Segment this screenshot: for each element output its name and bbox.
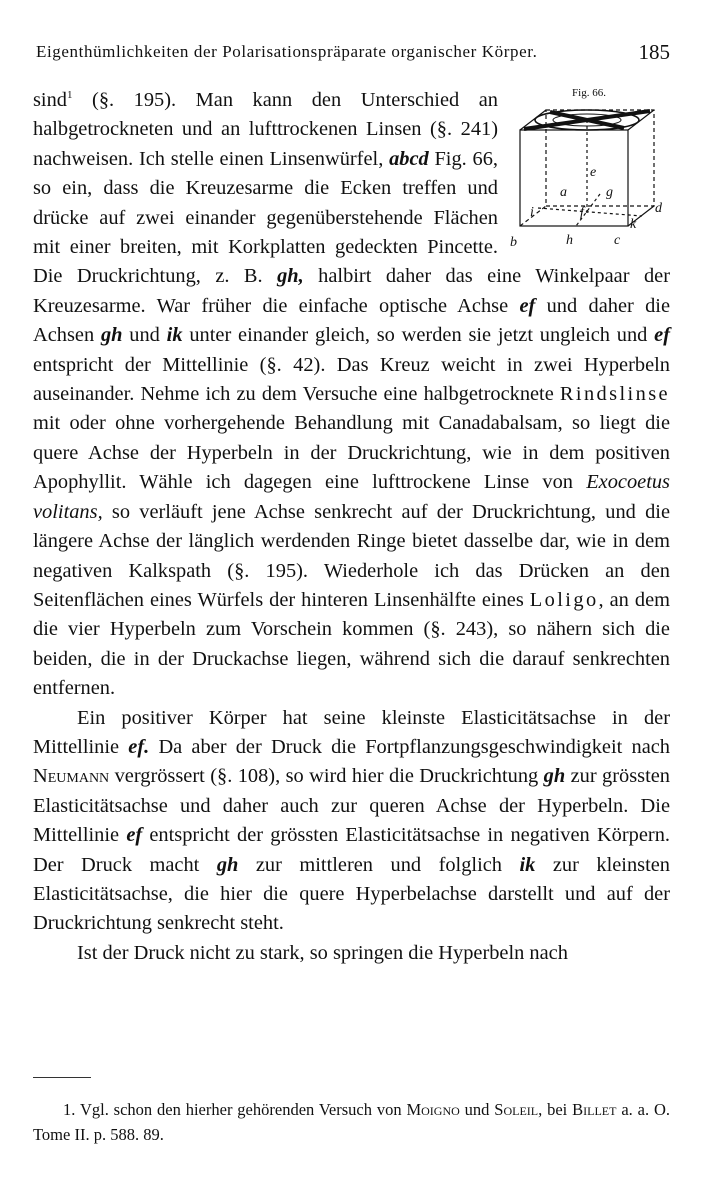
- emphasis-text: gh,: [277, 265, 304, 288]
- emphasis-text: Exocoetus volitans,: [33, 471, 670, 523]
- text-run: zur kleinsten Elasticitätsachse, die hier die quere Hyperbelachse darstellt und auf der Druckrichtung senkrecht steht.: [33, 853, 670, 935]
- emphasis-text: gh: [100, 324, 123, 347]
- label-d: d: [655, 201, 662, 216]
- text-run: , bei: [538, 1100, 573, 1119]
- text-run: sind: [33, 89, 67, 111]
- paragraph: [33, 704, 670, 939]
- text-run: a. a. O. Tome II. p. 588. 89.: [33, 1100, 670, 1144]
- label-a: a: [560, 185, 567, 200]
- text-run: entspricht der Mittellinie (§. 42). Das Kreuz weicht in zwei Hyperbeln auseinander. Nehme ich zu dem Versuche eine halbgetrocknete: [33, 353, 670, 406]
- label-i: i: [530, 205, 534, 220]
- label-h: h: [566, 233, 573, 248]
- text-run: halbirt daher das eine Winkelpaar der Kreuzesarme. War früher die einfache optische Achse: [33, 265, 670, 317]
- text-run: zur grössten Elasticitätsachse und daher auch zur queren Achse der Hyperbeln. Die Mittellinie: [33, 765, 670, 847]
- emphasis-text: ik: [166, 324, 183, 347]
- emphasis-text: ef: [519, 294, 536, 317]
- label-c: c: [614, 233, 621, 248]
- emphasis-text: Billet: [572, 1100, 617, 1119]
- page-number: 185: [638, 40, 670, 64]
- label-k: k: [630, 217, 637, 232]
- emphasis-text: Loligo: [529, 588, 599, 611]
- emphasis-text: ik: [519, 853, 536, 876]
- running-title: Eigenthümlichkeiten der Polarisationspräparate organischer Körper.: [36, 42, 538, 61]
- emphasis-text: gh: [216, 853, 239, 876]
- label-b: b: [510, 235, 517, 250]
- text-run: Ist der Druck nicht zu stark, so springen die Hyperbeln nach: [77, 941, 568, 964]
- figure-66: [510, 86, 668, 258]
- text-run: und: [122, 324, 167, 347]
- emphasis-text: Moigno: [406, 1100, 460, 1119]
- emphasis-text: ef: [654, 324, 671, 347]
- label-g: g: [606, 185, 613, 200]
- emphasis-text: ef: [126, 824, 143, 847]
- page-header: [36, 40, 670, 66]
- cube-diagram: [510, 104, 668, 254]
- cube-front-face: [520, 130, 628, 226]
- paragraph: [33, 86, 670, 704]
- text-run: Fig. 66, so ein, dass die Kreuzesarme die Ecken treffen und drücke auf zwei einander gegenüberstehende Flächen mit einer breiten, mit Korkplatten gedeckten Pincette. Die Druckrichtung, z. B.: [33, 147, 499, 288]
- emphasis-text: ef.: [128, 735, 150, 758]
- text-run: (§. 195). Man kann den Unterschied an halbgetrockneten und an lufttrockenen Linsen (§. 241) nachweisen. Ich stelle einen Linsenwürfel,: [33, 89, 498, 170]
- axis-ik: [538, 208, 642, 216]
- emphasis-text: gh: [543, 765, 566, 788]
- text-run: entspricht der grössten Elasticitätsachse in negativen Körpern. Der Druck macht: [33, 824, 670, 876]
- emphasis-text: Neumann: [33, 765, 110, 788]
- label-f: f: [580, 205, 584, 220]
- footnote: [33, 1097, 670, 1147]
- text-run: und daher die Achsen: [33, 294, 671, 347]
- paragraph: [33, 939, 670, 968]
- text-run: 1. Vgl. schon den hierher gehörenden Versuch von: [63, 1100, 407, 1119]
- text-run: unter einander gleich, so werden sie jetzt ungleich und: [182, 324, 655, 347]
- footnote-marker: 1: [67, 89, 73, 102]
- text-run: und: [459, 1100, 495, 1119]
- footnote-text: [33, 1097, 670, 1147]
- emphasis-text: abcd: [389, 147, 429, 170]
- emphasis-text: Soleil: [494, 1100, 539, 1119]
- text-run: so verläuft jene Achse senkrecht auf der Druckrichtung, und die längere Achse der länglich werdenden Ringe bietet dasselbe dar, wie in dem negativen Kalkspath (§. 195). Wiederhole ich das Drücken an den Seitenflächen eines Würfels der hinteren Linsenhälfte eines: [33, 500, 670, 611]
- text-run: zur mittleren und folglich: [238, 853, 520, 876]
- body-text: [33, 86, 670, 968]
- text-run: Ein positiver Körper hat seine kleinste Elasticitätsachse in der Mittellinie: [33, 706, 670, 758]
- text-run: mit oder ohne vorhergehende Behandlung mit Canadabalsam, so liegt die quere Achse der Hyperbeln in der Druckrichtung, wie in dem positiven Apophyllit. Wähle ich dagegen eine lufttrockene Linse von: [33, 412, 670, 494]
- text-run: vergrössert (§. 108), so wird hier die Druckrichtung: [109, 765, 544, 788]
- figure-caption: Fig. 66.: [572, 87, 606, 99]
- footnote-rule: [33, 1077, 91, 1078]
- emphasis-text: Rindslinse: [559, 383, 670, 406]
- text-run: , an dem die vier Hyperbeln zum Vorschein kommen (§. 243), so nähern sich die beiden, die in der Druckachse liegen, während sich die darauf senkrechten entfernen.: [33, 588, 670, 700]
- text-run: Da aber der Druck die Fortpflanzungsgeschwindigkeit nach: [149, 735, 671, 758]
- label-e: e: [590, 165, 597, 180]
